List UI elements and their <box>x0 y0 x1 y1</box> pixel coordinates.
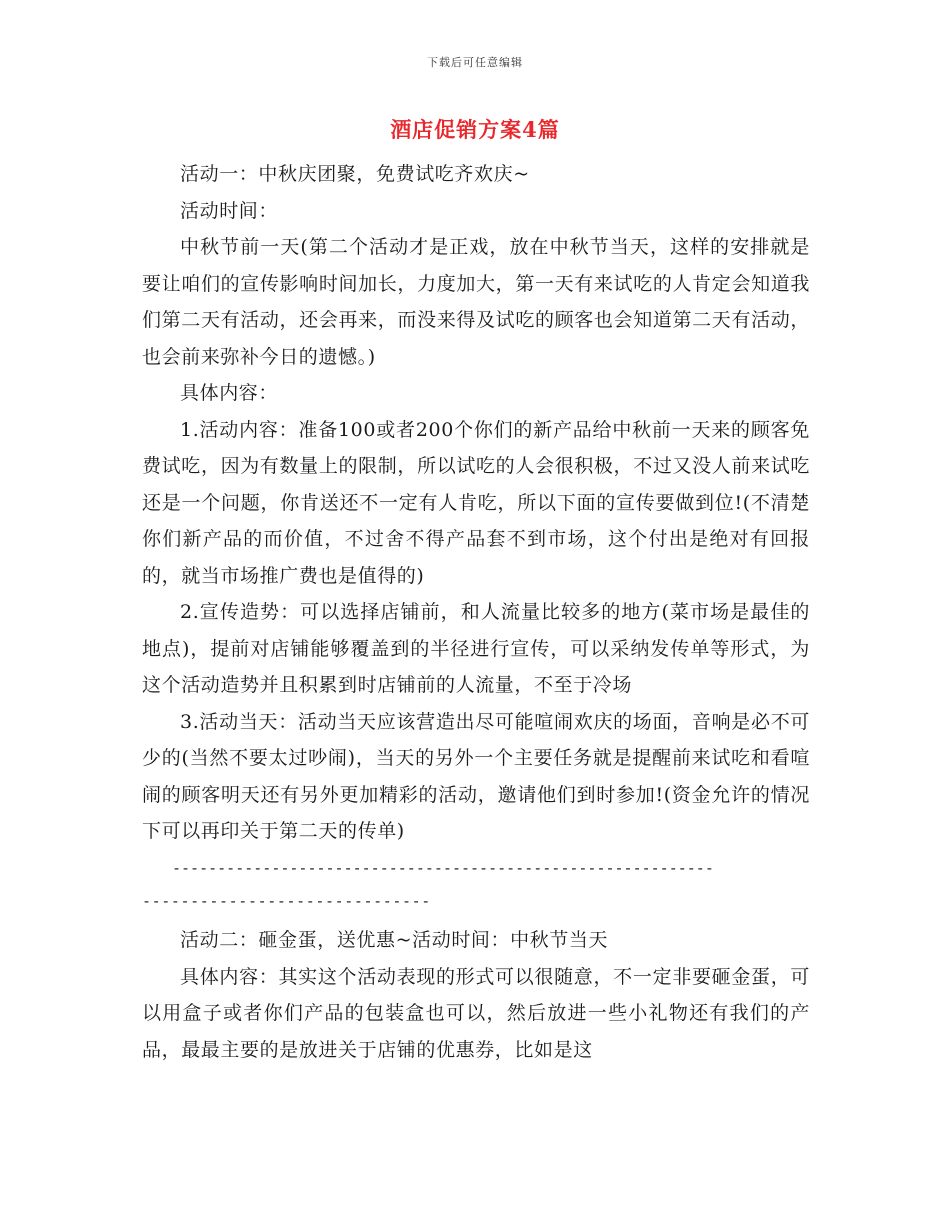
paragraph-activity-one-heading: 活动一：中秋庆团聚，免费试吃齐欢庆~ <box>180 163 530 185</box>
dashed-divider-line-1: ------------------------------------------------------------ <box>172 858 714 877</box>
paragraph-activity-two-heading: 活动二：砸金蛋，送优惠~活动时间：中秋节当天 <box>180 929 609 951</box>
paragraph-details-label: 具体内容： <box>180 382 279 404</box>
dashed-divider-line-2: ------------------------------ <box>142 892 431 910</box>
paragraph-activity-two-details: 具体内容：其实这个活动表现的形式可以很随意，不一定非要砸金蛋，可以用盒子或者你们产品的包装盒也可以，然后放进一些小礼物还有我们的产品，最最主要的是放进关于店铺的优惠券，比如是这 <box>142 965 810 1061</box>
paragraph-activity-time-detail: 中秋节前一天(第二个活动才是正戏，放在中秋节当天，这样的安排就是要让咱们的宣传影响时间加长，力度加大，第一天有来试吃的人肯定会知道我们第二天有活动，还会再来，而没来得及试吃的顾客也会知道第二天有活动，也会前来弥补今日的遗憾。) <box>142 236 810 368</box>
paragraph-item-1: 1.活动内容：准备100或者200个你们的新产品给中秋前一天来的顾客免费试吃，因为有数量上的限制，所以试吃的人会很积极，不过又没人前来试吃还是一个问题，你肯送还不一定有人肯吃，所以下面的宣传要做到位!(不清楚你们新产品的而价值，不过舍不得产品套不到市场，这个付出是绝对有回报的，就当市场推广费也是值得的) <box>142 418 810 587</box>
paragraph-activity-time-label: 活动时间： <box>180 199 279 222</box>
paragraph-item-2: 2.宣传造势：可以选择店铺前，和人流量比较多的地方(菜市场是最佳的地点)，提前对店铺能够覆盖到的半径进行宣传，可以采纳发传单等形式，为这个活动造势并且积累到时店铺前的人流量，不至于冷场 <box>142 601 810 696</box>
paragraph-item-3: 3.活动当天：活动当天应该营造出尽可能喧闹欢庆的场面，音响是必不可少的(当然不要太过吵闹)，当天的另外一个主要任务就是提醒前来试吃和看喧闹的顾客明天还有另外更加精彩的活动，邀请他们到时参加!(资金允许的情况下可以再印关于第二天的传单) <box>142 710 810 842</box>
document-body <box>142 156 810 1068</box>
document-title: 酒店促销方案4篇 <box>390 117 560 142</box>
page-header-note: 下载后可任意编辑 <box>427 56 523 69</box>
